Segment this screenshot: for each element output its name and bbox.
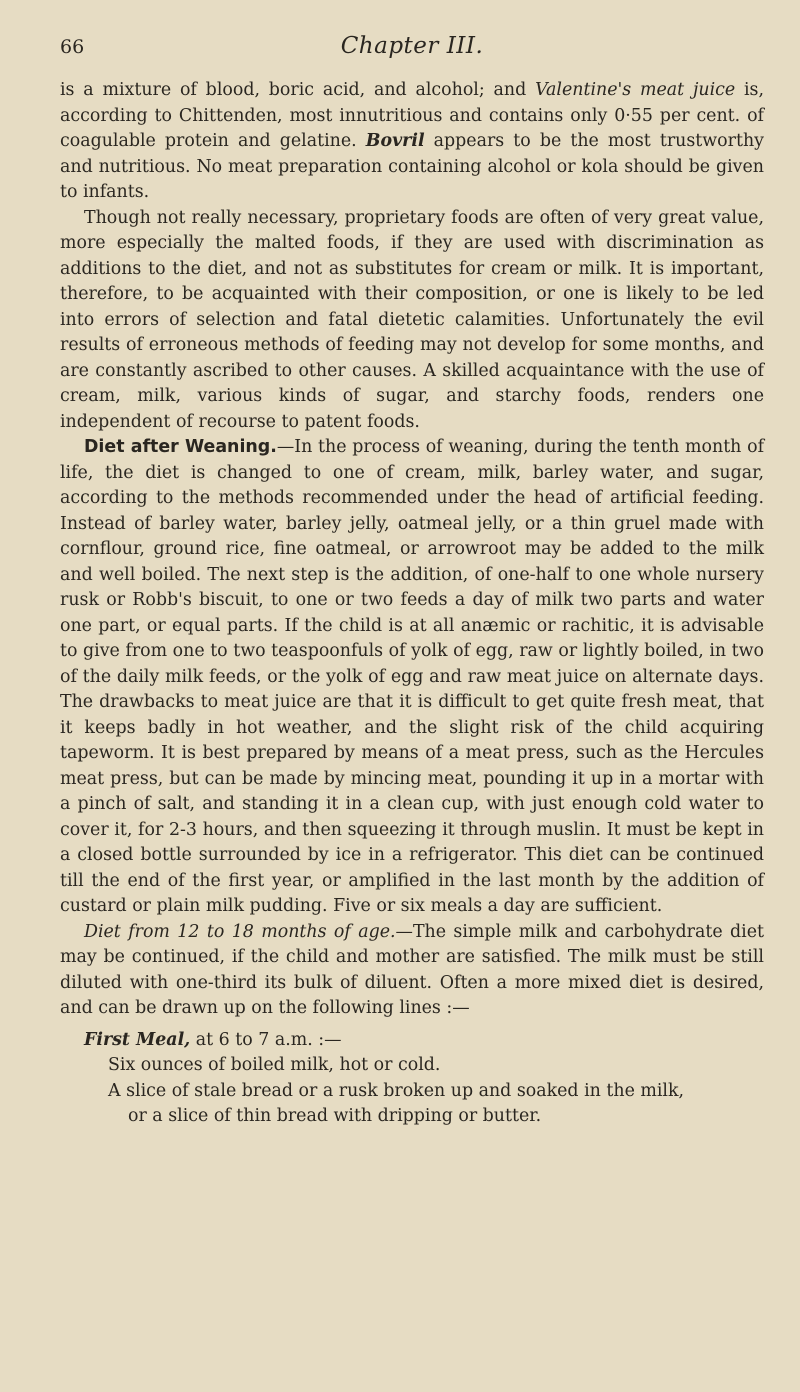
paragraph-proprietary-foods: Though not really necessary, proprietary foods are often of very great value, more especially the malted foods, if they are used with discrimination as additions to the diet, and not as substitutes for cream or milk. It is important, therefore, to be acquainted with their composition, or one is likely to be led into errors of selection and fatal dietetic calamities. Unfortunately the evil results of erroneous methods of feeding may not develop for some months, and are constantly ascribed to other causes. A skilled acquaintance with the use of cream, milk, various kinds of sugar, and starchy foods, renders one independent of recourse to patent foods.	[60, 207, 764, 432]
meal-heading	[60, 1028, 764, 1054]
body-text	[60, 78, 764, 1022]
meal-title: First Meal,	[84, 1029, 191, 1050]
product-name: Bovril	[365, 131, 425, 151]
page-header	[60, 30, 764, 78]
list-item: Six ounces of boiled milk, hot or cold.	[108, 1055, 441, 1075]
paragraph-diet-12-18-months: Diet from 12 to 18 months of age.—The simple milk and carbohydrate diet may be continued, if the child and mother are satisfied. The milk must be still diluted with one-third its bulk of diluent. Often a more mixed diet is desired, and can be drawn up on the following lines :—	[60, 921, 764, 1018]
section-heading: Diet from 12 to 18 months of age.	[84, 921, 396, 942]
paragraph-diet-after-weaning: Diet after Weaning.—In the process of weaning, during the tenth month of life, the diet is changed to one of cream, milk, barley water, and sugar, according to the methods recommended under the head of artificial feeding. Instead of barley water, barley jelly, oatmeal jelly, or a thin gruel made with cornflour, ground rice, fine oatmeal, or arrowroot may be added to the milk and well boiled. The next step is the addition, of one-half to one whole nursery rusk or Robb's biscuit, to one or two feeds a day of milk two parts and water one part, or equal parts. If the child is at all anæmic or rachitic, it is advisable to give from one to two teaspoonfuls of yolk of egg, raw or lightly boiled, in two of the daily milk feeds, or the yolk of egg and raw meat juice on alternate days. The drawbacks to meat juice are that it is difficult to get quite fresh meat, that it keeps badly in hot weather, and the slight risk of the child acquiring tapeworm. It is best prepared by means of a meat press, such as the Hercules meat press, but can be made by mincing meat, pounding it up in a mortar with a pinch of salt, and standing it in a clean cup, with just enough cold water to cover it, for 2-3 hours, and then squeezing it through muslin. It must be kept in a closed bottle surrounded by ice in a refrigerator. This diet can be continued till the end of the first year, or amplified in the last month by the addition of custard or plain milk pudding. Five or six meals a day are sufficient.	[60, 437, 765, 916]
book-page	[60, 30, 764, 1130]
list-item: A slice of stale bread or a rusk broken up and soaked in the milk,	[108, 1080, 685, 1101]
section-heading: Diet after Weaning.	[84, 437, 277, 457]
page-number: 66	[60, 36, 85, 58]
meal-time: at 6 to 7 a.m. :—	[190, 1029, 342, 1050]
product-name: Valentine's meat juice	[535, 80, 736, 100]
meal-list	[60, 1028, 764, 1130]
running-head: Chapter III.	[340, 33, 484, 59]
paragraph-meat-preparations: is a mixture of blood, boric acid, and alcohol; and Valentine's meat juice is, according to Chittenden, most innutritious and contains only 0·55 per cent. of coagulable protein and gelatine. Bovril appears to be the most trustworthy and nutritious. No meat preparation containing alcohol or kola should be given to infants.	[60, 80, 765, 202]
list-item-continuation: or a slice of thin bread with dripping or butter.	[128, 1106, 542, 1126]
